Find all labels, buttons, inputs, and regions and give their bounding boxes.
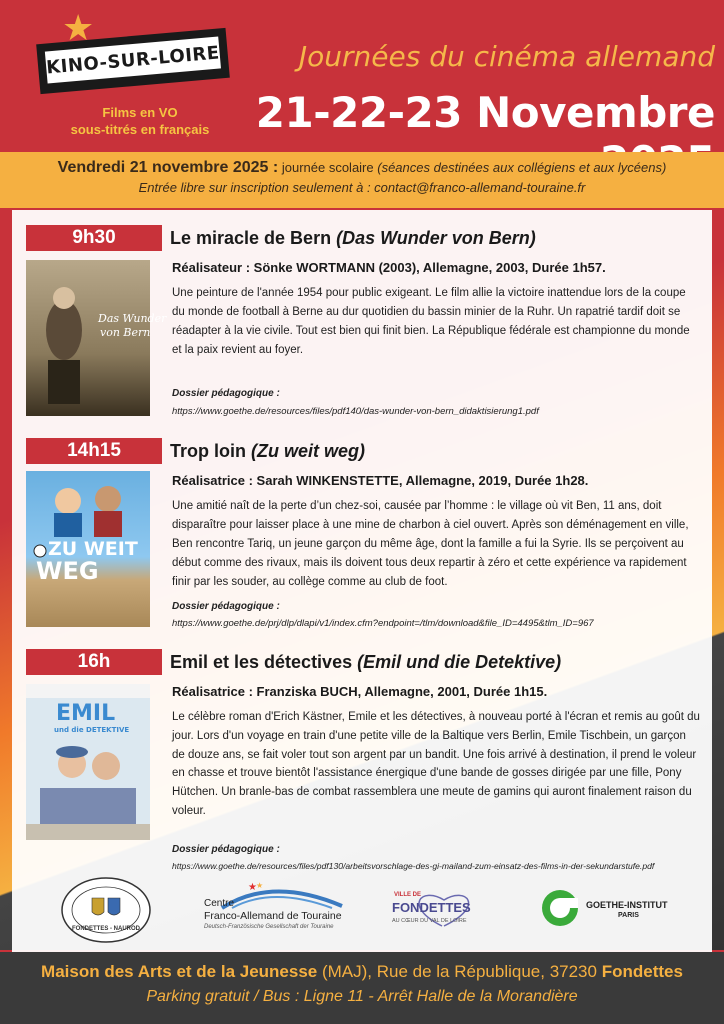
svg-text:und die DETEKTIVE: und die DETEKTIVE	[54, 726, 130, 734]
svg-text:★: ★	[248, 882, 257, 893]
header	[0, 0, 724, 152]
footer	[0, 952, 724, 1024]
svg-text:★: ★	[256, 881, 264, 890]
dossier-label: Dossier pédagogique :	[172, 388, 280, 399]
svg-text:Das Wunder: Das Wunder	[98, 312, 167, 325]
partner-logos	[12, 872, 712, 952]
star-icon: ★	[62, 7, 95, 48]
venue-address: Maison des Arts et de la Jeunesse (MAJ), Rue de la République, 37230 Fondettes	[41, 962, 683, 981]
films-panel	[12, 210, 712, 952]
film-director: Réalisatrice : Sarah WINKENSTETTE, Allemagne, 2019, Durée 1h28.	[172, 473, 589, 488]
film-synopsis: Une amitié naît de la perte d’un chez-soi, causée par l’homme : le village où vit Ben, 11 ans, doit disparaître pour laisser place à une mine de charbon à ciel ouvert. Après son déménagement en ville, Ben rencontre Tariq, un jeune garçon du même âge, dont la famille a fui la Syrie. Ils se perçoivent au début comme des rivaux, mais ils doivent tous deux repartir à zéro et cette expérience va rapidement finir par les souder, au collège comme au club de foot.	[172, 500, 689, 588]
time-badge: 9h30	[26, 225, 162, 251]
dossier-link[interactable]: https://www.goethe.de/resources/files/pdf130/arbeitsvorschlage-des-gi-mailand-zum-einsatz-des-films-in-der-sekundarstufe.pdf	[172, 861, 655, 871]
film-title: Le miracle de Bern (Das Wunder von Bern)	[170, 228, 536, 248]
fondettes-name: FONDETTES	[392, 900, 471, 915]
film-block	[12, 634, 712, 874]
friday-entry: Entrée libre sur inscription seulement à : contact@franco-allemand-touraine.fr	[138, 180, 586, 195]
dossier-link[interactable]: https://www.goethe.de/prj/dlp/dlapi/v1/index.cfm?endpoint=/tlm/download&file_ID=4495&tlm_ID=967	[172, 618, 594, 629]
time-badge: 16h	[26, 649, 162, 675]
dossier-label: Dossier pédagogique :	[172, 601, 280, 612]
dossier-link[interactable]: https://www.goethe.de/resources/files/pdf140/das-wunder-von-bern_didaktisierung1.pdf	[172, 406, 539, 417]
svg-text:WEG: WEG	[36, 557, 99, 585]
svg-text:von Bern: von Bern	[100, 326, 151, 339]
svg-text:EMIL: EMIL	[56, 701, 116, 726]
film-title: Emil et les détectives (Emil und die Detektive)	[170, 652, 562, 672]
kino-logo-text: KINO-SUR-LOIRE	[45, 36, 221, 83]
film-block	[12, 423, 712, 638]
friday-type: journée scolaire	[281, 160, 374, 175]
poster-image	[26, 471, 150, 627]
friday-date: Vendredi 21 novembre 2025 :	[57, 159, 279, 176]
film-synopsis: Une peinture de l'année 1954 pour public exigeant. Le film allie la victoire inattendue lors de la coupe du monde de football à Berne au dur quotidien du bassin minier de la Ruhr. Un rapatrié tardif doit se réadapter à la vie civile. Tout est bien qui finit bien. La République fédérale est championne du monde et la paix revient au foyer.	[172, 287, 690, 356]
friday-note: (séances destinées aux collégiens et aux lycéens)	[377, 160, 667, 175]
film-director: Réalisatrice : Franziska BUCH, Allemagne, 2001, Durée 1h15.	[172, 684, 548, 699]
dossier-label: Dossier pédagogique :	[172, 844, 280, 855]
film-title: Trop loin (Zu weit weg)	[170, 441, 366, 461]
jumelage-text: FONDETTES - NAUROD	[72, 926, 140, 932]
goethe-institut-logo: GOETHE-INSTITUT PARIS	[540, 888, 680, 938]
poster-image	[26, 684, 150, 840]
event-dates: 21-22-23 Novembre	[255, 88, 715, 137]
svg-text:ZU WEIT: ZU WEIT	[48, 538, 138, 560]
friday-banner	[0, 152, 724, 208]
parking-info: Parking gratuit / Bus : Ligne 11 - Arrêt Halle de la Morandière	[146, 988, 578, 1005]
vo-subtitle: Films en VO sous-titrés en français	[70, 105, 210, 137]
jumelage-logo	[60, 876, 152, 944]
film-block	[12, 210, 712, 425]
centre-franco-allemand-logo: ★ ★ Centre Franco-Allemand de Touraine Deutsch-Französische Gesellschaft der Touraine	[204, 881, 342, 930]
time-badge: 14h15	[26, 438, 162, 464]
fondettes-logo: VILLE DE FONDETTES AU CŒUR DU VAL DE LOIRE	[392, 892, 471, 924]
page-title: Journées du cinéma allemand	[298, 40, 715, 73]
film-director: Réalisateur : Sönke WORTMANN (2003), Allemagne, 2003, Durée 1h57.	[172, 260, 606, 275]
poster-image	[26, 260, 167, 416]
film-synopsis: Le célèbre roman d'Erich Kästner, Emile et les détectives, à nouveau porté à l'écran et remis au goût du jour. Lors d'un voyage en train d'une petite ville de la Baltique vers Berlin, Emile Tischbein, un garçon de douze ans, se fait voler tout son argent par un bandit. Une fois arrivé à destination, il prend le voleur en chasse et trouve bientôt l'assistance énergique d'une bande de gosses dirigée par une fille, Pony Hütchen. Un branle-bas de combat rassemblera une meute de gamins qui auront finalement raison du voleur.	[172, 711, 700, 817]
